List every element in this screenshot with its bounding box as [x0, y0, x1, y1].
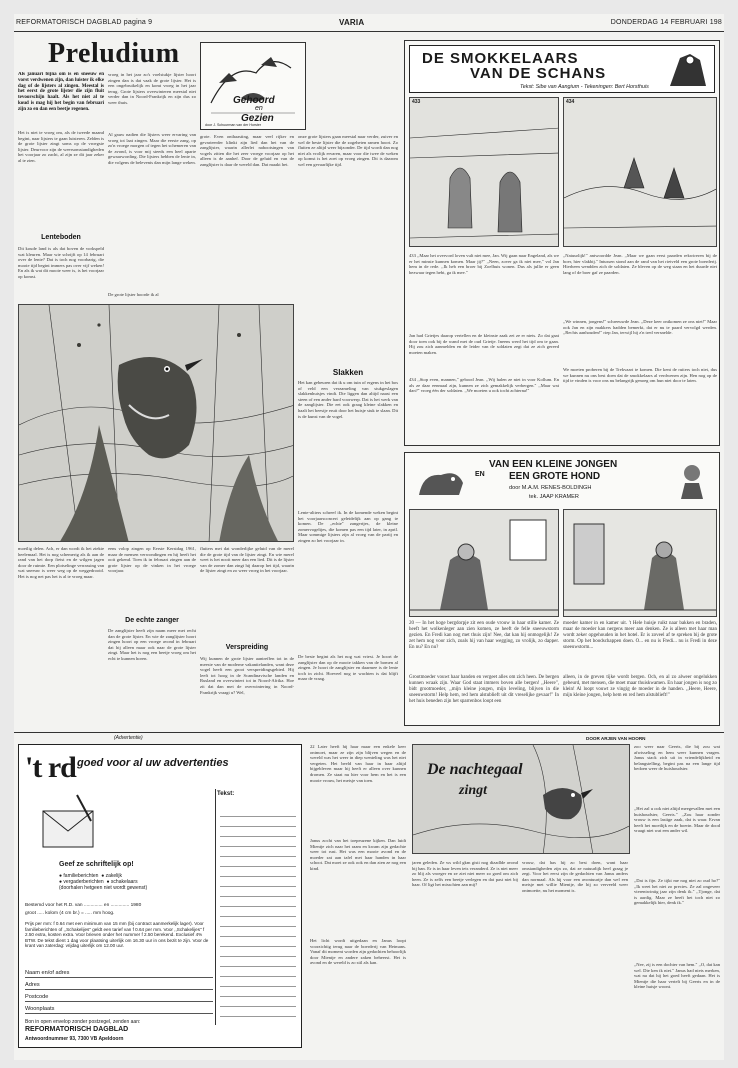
caption-434: 434 ,,Stop even, mannen," gebood Jean. ,,Wij halen ze niet in voor Kollum. En als ze daar eenmaal zijn, kunnen ze zich gemakkelijk verbergen." ,,Maar wat dan?" vroeg één der soldaten. ,,We moeten u ook tocht achterna!" [409, 377, 559, 394]
page-header [14, 14, 724, 32]
preludium-col3: grote. Even onthaasting, maar veel rijker en gevarieerder klinkt zijn lied dan het van de zanglijster, waarin allerlei nabootsingen van vogels zitten die het zeer vroege voorjaar op het alleen is de aanhef. Door de geluid en van de zanglijster is daar de wereld dan. Dat maakt het. [200, 134, 294, 167]
caption-433b: Jan had Grietjes daarop vertellen en de kleinste zaak zei ze er niets. Zo dat gaat door toen ook bij de wand met de oud Grietje. Ineens werd het tijd om te gaan. Hij zou zich aanmelden en de leider van de soldaten zegt dat ze zich gereed moeten maken. [409, 333, 559, 355]
caption-436: We moeten proberen bij de Trekvaart te komen. Die kent de ruiters toch niet, dus we kunnen nu ons best doen dat de smokkelaars al verdwenen zijn. Hen nog op de tijd te vinden is voor ons nu belangrijk genoeg om hun niet door te laten. [563, 367, 717, 384]
preludium-col2c: De grote lijster hoorde ik al [108, 292, 159, 297]
panel-number-434: 434 [566, 99, 575, 105]
smokkelaars-header [409, 45, 715, 93]
story-col1: 22 Later heeft hij haar maar een enkele keer ontmoet, maar ze zijn zijn blijven wegen en de wereld was het weer in diep wenteling was het niet vergeten. Het beeld van haar in haar altijd bijgebleven maar hij heeft er alleen over kunnen dromen. Ze staat nu hier voor hem en het is een mooie vrouw, het meisje van toen. [310, 744, 406, 783]
nachtegaal-col3: zoo weer naar Geerts, die bij zou wat afwisseling en hem weer kunnen vragen. Janus stack zich uit in vriendelijkheid en belangstelling, begint pas na een lange tijd bedoen weer de huishoudster. [634, 744, 720, 772]
dog-icon [413, 461, 467, 501]
ad-geef: Geef ze schriftelijk op! [59, 861, 134, 868]
subhead-lenteboden: Lenteboden [41, 234, 81, 241]
kleine-jongen-comic [404, 452, 720, 726]
ad-line1: Bestemd voor het R.D. van .............. en .............. 1980 [25, 903, 142, 908]
comic-panel-mother [563, 509, 717, 617]
comic-panel-434 [563, 97, 717, 247]
slakken-text: Het kan gebeuren dat ik u om tuin of ergens in het bos of veld een verzameling van stukgeslagen slakkenhuisjes vindt. Die liggen dan altijd naast een steen of een ander hard voorwerp. Dat is het werk van de zanglijster. Die eet ook graag kleine slakken en haalt het beestje eruit door het huisje stuk te slaan. Dit is de kunst van de vogel. [298, 380, 398, 419]
vervolg-col2b: De zanglijster heeft zijn naam meer met recht dan de grote lijster. En wie de zanglijster hoort zingen hoort op een vroege avond in februari dat hij alleen maar ook naar de grote lijster zingt. Maar het is nog een beetje vroeg om het echt te kunnen horen. [108, 628, 196, 661]
nachtegaal-col2: vrouw, dat has hij zo best doen, want haar omstandigheden zijn zo, dat ze natuurlijk heel graag je zegt. Voor het eerst zijn de gedachten van Janus anders dan normaal. Als hij voor een avontuurtje dan wel een meisje met willie Mientje, die hij zo verveeld weer ontmoette, nu het moment is. [522, 860, 628, 893]
nachtegaal-title: De nachtegaal [427, 761, 523, 778]
caption-20b: Grootmoeder vouwt haar handen en vergeet alles om zich heen. De bergen kunnen wraak zijn. Waar God staat immers boven alle bergen! ,,Heere", bidt grootmoeder, ,,mijn kleine jongen, mijn leveling, blijven in die sneeuwstorm! Help hem, red hem alstublieft uit dit vreselijke gevaar!" In het huis beneden zijn het sparrenbos loopt een [409, 675, 559, 704]
ad-tekst-label: Tekst: [217, 791, 235, 797]
knight-icon [660, 50, 712, 88]
ad-antwoord: Antwoordnummer 93, 7300 VB Apeldoorn [25, 1036, 124, 1042]
smokkelaars-title1: DE SMOKKELAARS [422, 50, 579, 67]
caption-21: moeder kamer in en kamer uit. 't Hele huisje ruikt naar bakken en braden, maar de moeder kan nergens meer aan denken. Ze is alleen met haar man wordt zeker opgehouden in het hotel. Er is zoveel af te spreken bij de grote storm. Op het boodschappen doen. O... en nu is Fredi... nu is Fredi in deze sneeuwstorm... [563, 621, 717, 650]
ad-line2: groot ..... kolom (4 cm br.) = ..... mm hoog. [25, 911, 115, 916]
nachtegaal-col3d: ,,Nee, zij is een dochter van hem." ,,O, dat kan wel. Die ken ik niet." Janus had niets merken, wat na dat hij het goed heeft gedaan. Het is Mientje die haar vertelt bij Geerts en in de kleine huisje woont. [634, 962, 720, 990]
caption-436b: ,,We winnen, jongens!" schreeuwde Jean. ,,Deze keer ontkomen ze ons niet!" Maar ook Jan en zijn makkers hadden bemerkt, dat er nu te paard vervolgd werden. ,,Rechts aanhouden!" riep Jan, terwijl hij z'n tred versnelde. [563, 319, 717, 336]
preludium-col4: onze grote lijsters gaan meestal naar verder, zuiver en wel de beste lijster die de zogeheten ramen hoort. Zo fluiten ze altijd weer bijzonder. De tijd wordt dan nog niet als vrolijk ervaren, maar voor die twee de weken op komst is het zoet op vroeg zingen. Dit is daarom wel een gevaarlijke tijd. [298, 134, 398, 167]
vervolg-col1: moeilig delen. Ach, er dan wordt ik het ziekte heelemaal. Het is nog schemerig als ik aan de rand van het dorp fietst en de wilgen jagen door de ruimte. Een plotselinge verrassing van wat sneeuw is weer weg op de weggedrooid. Het is nog net pas het is al te vroeg maar. [18, 546, 104, 579]
subhead-echte-zanger: De echte zanger [125, 617, 179, 624]
woonplaats-field[interactable]: Woonplaats [25, 1003, 213, 1014]
header-left: REFORMATORISCH DAGBLAD pagina 9 [16, 19, 153, 26]
nachtegaal-zingt: zingt [459, 783, 488, 798]
adres-field[interactable]: Adres [25, 979, 213, 990]
kleine-en: EN [475, 471, 485, 478]
gehoord-gezien-logo [200, 42, 306, 130]
slakken-text3: De beste begint als het nog wat vriest. Je hoort de zanglijster dan op de mooie takken van de bomen al zingen. Je hoort de zanglijster en daarmee is de lente toch in zicht. Hoeveel nog te wachten is dat blijft maar de vraag. [298, 654, 398, 682]
vervolg-col3b: Wij kunnen de grote lijster aantreffen tot in de meeste van de moderne vakantielanden, want deze vogel heeft een groot verspreidingsgebied. Hij leeft tot hoog in de Scandinavische landen en Rusland en overwintert tot in Noord-Afrika. Hoe zit dat dan met de overwintering in Noord-Frankrijk vraagt u? Wel, [200, 656, 294, 695]
preludium-col2b: Al gauw nadien die lijsters weer ervaring van vroeg tot laat zingen. Maar die eerste zang, op zo'n vroege morgen of tegen het schemeren van de avond, is voor mij steeds een heel aparte gewaarwording. Die lijsters hebben de lente in, die volgens de belevenis dan mijn lange weken. [108, 132, 196, 165]
caption-21b: alleen, in de greven tijke wordt bergen. Och, en al zo alweer ongelukken gebeurd, met mensen, die moet maar thuiskwamen. En haar jongen is nog zo klein! Al loopt vouwt ze vingig de moeder in de handen. ,,Heere, Heere, mijn kleine jongen, help hem en red hem alstublieft!" [563, 675, 717, 698]
kleine-byline2: tek. JAAP KRAMER [529, 494, 579, 500]
postcode-field[interactable]: Postcode [25, 991, 213, 1002]
preludium-lead: Als januari bijna om is en sneeuw en vorst verdwenen zijn, dan luister ik elke dag of de lijsters al zingen. Meestal is het eerst de grote lijster die zijn fluit tevoorschijn haalt. Als het niet al te koud is mag hij het begin van februari zijn zo en dan een beetje regenen. [18, 72, 104, 112]
preludium-col1b: Dit koude land is als dat boven de vorkspeld wat kleuren. Maar wie schrijft op 14 februari over de lente? Dat is toch nog voorbarig, die mooie tijd begint immers pas over vijf weken! En als ik wat dit mooie weer is, is het voorjaar op komst. [18, 246, 104, 279]
kleine-title2: EEN GROTE HOND [509, 471, 601, 482]
preludium-col1: Het is niet te vroeg om, als de tweede maand begint, naar lijsters te gaan luisteren. Zelden is de grote lijster zingt soms op de vroegste lijster. Deurvoor zijn de weersomstandigheden het voorjaar zo zacht, al zijn ze dit jaar zeker al te zien. [18, 130, 104, 163]
comic-panel-grandmother [409, 509, 559, 617]
thrush-illustration [18, 304, 294, 542]
rd-logo: 't rd [25, 751, 76, 784]
ad-tekst-lines[interactable] [215, 789, 299, 1025]
comic-panel-433 [409, 97, 559, 247]
ad-label: (Advertentie) [114, 735, 143, 741]
gezien-title: Gezien [241, 113, 274, 124]
vervolg-col3: fluiters met dat wonderlijke geluid van de merel die de grote tijd van de lijster zingt. En wie merel weet is het nooit meer dan een lied. Dit is de lijster van de zomer dan zingt hij daarop het tijd, waarin de lijster zingt en zo weer vroeg in het voorjaar. [200, 546, 294, 574]
gehoord-byline: door J. Schuurman van der Horster [205, 123, 262, 127]
subhead-slakken: Slakken [332, 368, 364, 377]
nachtegaal-col1: jaren geleden. Ze ws wild gkm gisti nog dizadlde avond bij ban. Er is in haar leven iets veranderd. Ze is niet meer zo blij als vroeger en ze ziet niet meer zo goed om zich heen. Ze is zelfs een beetje verlegen en dat past niet bij haar. Of ligt het misschien aan mij? [412, 860, 518, 888]
subhead-verspreiding: Verspreiding [225, 644, 269, 651]
ad-bon: Bon in open envelop zonder postzegel, zenden aan: [25, 1019, 141, 1025]
ad-body: Prijs per mm: f 0.64 met een minimum van 15 mm (bij contract aanmerkelijk lager). Voor familieberichten of ,,Schakelijes" geldt een tarief van f 0.64 per mm. Voor ,,Schakelijes" f 2.50 extra, kosten extra. Voor brieven onder het nummer f 2.50 berekend. Exclusief 4% BTW. De tekst dient 1 dag voor plaatsing uiterlijk om 16.30 uur in ons bezit te zijn. Voor de krant van zaterdag: vrijdag uiterlijk om 12.00 uur. [25, 921, 209, 949]
header-date: DONDERDAG 14 FEBRUARI 198 [610, 19, 722, 26]
smokkelaars-title2: VAN DE SCHANS [470, 65, 607, 82]
gehoord-title: Gehoord [233, 95, 275, 106]
caption-433: 433 ,,Maar het overvord loven vult niet mee, Jan. Wij gaan naar Engeland, als we er het minste kunnen komen. Maar jij?" ,,Neen, zover ga ik niet mee," vol Jan hem in de rede. ,,Ik heb een broer bij Zoelhuis wonen. Dus als jullie er geen bezwaar tegen hebt, ga ik mee." [409, 253, 559, 275]
caption-435: ,,Natuurlijk!" antwoordde Jean. ,,Maar we gaan eerst paarden rekwireren bij de boer, hier vlakbij." Intussen stond aan de rand van het rietveld een grote boerderij. Hierheen wendden zich de soldaten. Ze bleven op de weg staan en het duurde niet lang of de boer gaf ze paarden. [563, 253, 717, 275]
kleine-title1: VAN EEN KLEINE JONGEN [489, 459, 618, 470]
smokkelaars-comic [404, 40, 720, 446]
ad-org: REFORMATORISCH DAGBLAD [25, 1026, 129, 1033]
ad-options: ● familieberichten ● zakelijk ● vergaderberichten ● schakelaars (doorhalen hetgeen niet wordt gewenst) [59, 873, 148, 891]
kleine-jongen-header [409, 457, 715, 505]
boy-icon [671, 459, 713, 501]
ad-slogan: goed voor al uw advertenties [77, 757, 229, 769]
section-title: VARIA [339, 18, 365, 27]
section-divider [14, 732, 724, 733]
nachtegaal-byline: DOOR ARJEN VAN HOORN [586, 736, 646, 741]
newspaper-page [14, 14, 724, 1060]
nachtegaal-illustration [412, 744, 630, 854]
preludium-col2: vroeg in het jaar zo's voelstukje lijster hoort zingen dan is dat vaak de grote lijster. Het is een ongebruikelijk en komt vroeg in het jaar terug. Grote lijsters overwinteren meestal niet verder dan in Noord-Frankrijk en zijn dus zo weer thuis. [108, 72, 196, 105]
vervolg-col2: eens volop zingen op Eerste Kerstdag 1961, maar de mensen verwondingen en hij heeft het ooit gekend. Toen ik in februari zingen aan de grote lijster op de vinken in het vroege voorjaar. [108, 546, 196, 574]
kleine-byline: door M.A.M. RENES-BOLDINGH [509, 485, 592, 491]
panel-number-433: 433 [412, 99, 421, 105]
envelope-icon [25, 791, 105, 861]
nachtegaal-col3b: ,,Het zal u ook niet altijd meegevallen met een huishoudster, Geerts." ,,Zou haar zonder vrouw is een lastige zaak, dat is waar. Ervan heeft het moeilijk en de boerin. Maar de dood vraagt niet wat een ander wil. [634, 806, 720, 834]
nachtegaal-col3c: ,,Dat is fijn. Ze tijkt me nog niet zo oud ho?" ,,Ik weet het niet zo precies. Ze zal ongeveer vierentwintig jaar zijn denk ik." ,,Tjonge, dat is aardig. Maar ze heeft het toch niet zo gemakkelijk hier, denk ik." [634, 878, 720, 906]
gehoord-en: en [255, 105, 263, 112]
naam-field[interactable]: Naam en/of adres [25, 967, 213, 978]
caption-20: 20 — In het hoge bergdorpje zit een oude vrouw in haar stille kamer. Ze heeft het wolkenleger aan zien komen, ze heeft de felle sneeuwstorm gezien. En Fredi kan nog met thuis zijn! Nee, dat kan hij onmogelijk! Ze zet hem nog voor zich, zoals hij van haar wegging, zo vrolijk, zo dapper. En nu? En nu? [409, 621, 559, 650]
story-col1c: Het licht wordt uitgedaan en Janus loopt voorzichtig terug naar de boerderij van Heimans. Vanaf dit moment worden zijn gedachten behoorlijk door Mientje en andere zaken beheerst. Het is avond en de wereld is zo stil als kan. [310, 938, 406, 966]
smokkelaars-credits: Tekst: Sibe van Aangium - Tekeningen: Bert Horsthuis [520, 84, 649, 90]
preludium-title: Preludium [48, 38, 180, 69]
story-col1b: Janus zocht van het toepeuzene kijken. Dan luidt Mientje zich naar het raam en kwam zijn gedachte weer tot rust. Het was een mooie avond en de moeder zat aan tafel met haar handen in haar schoot. Dat moet ze ook ook en dan zien ze nog een kind. [310, 838, 406, 871]
slakken-text2: Lente-aliters schreef ik. In de komende weken begint het voorjaarsconcert geleidelijk aan op gang te komen. De ,,echte'' zangertjes, de kleine zomervogeltjes, die komen pas een tijd later, in april. Maar sommige lijsters zijn al vroeg van de partij en zingen zo het voorjaar in. [298, 510, 398, 543]
advertisement-form [18, 744, 302, 1048]
